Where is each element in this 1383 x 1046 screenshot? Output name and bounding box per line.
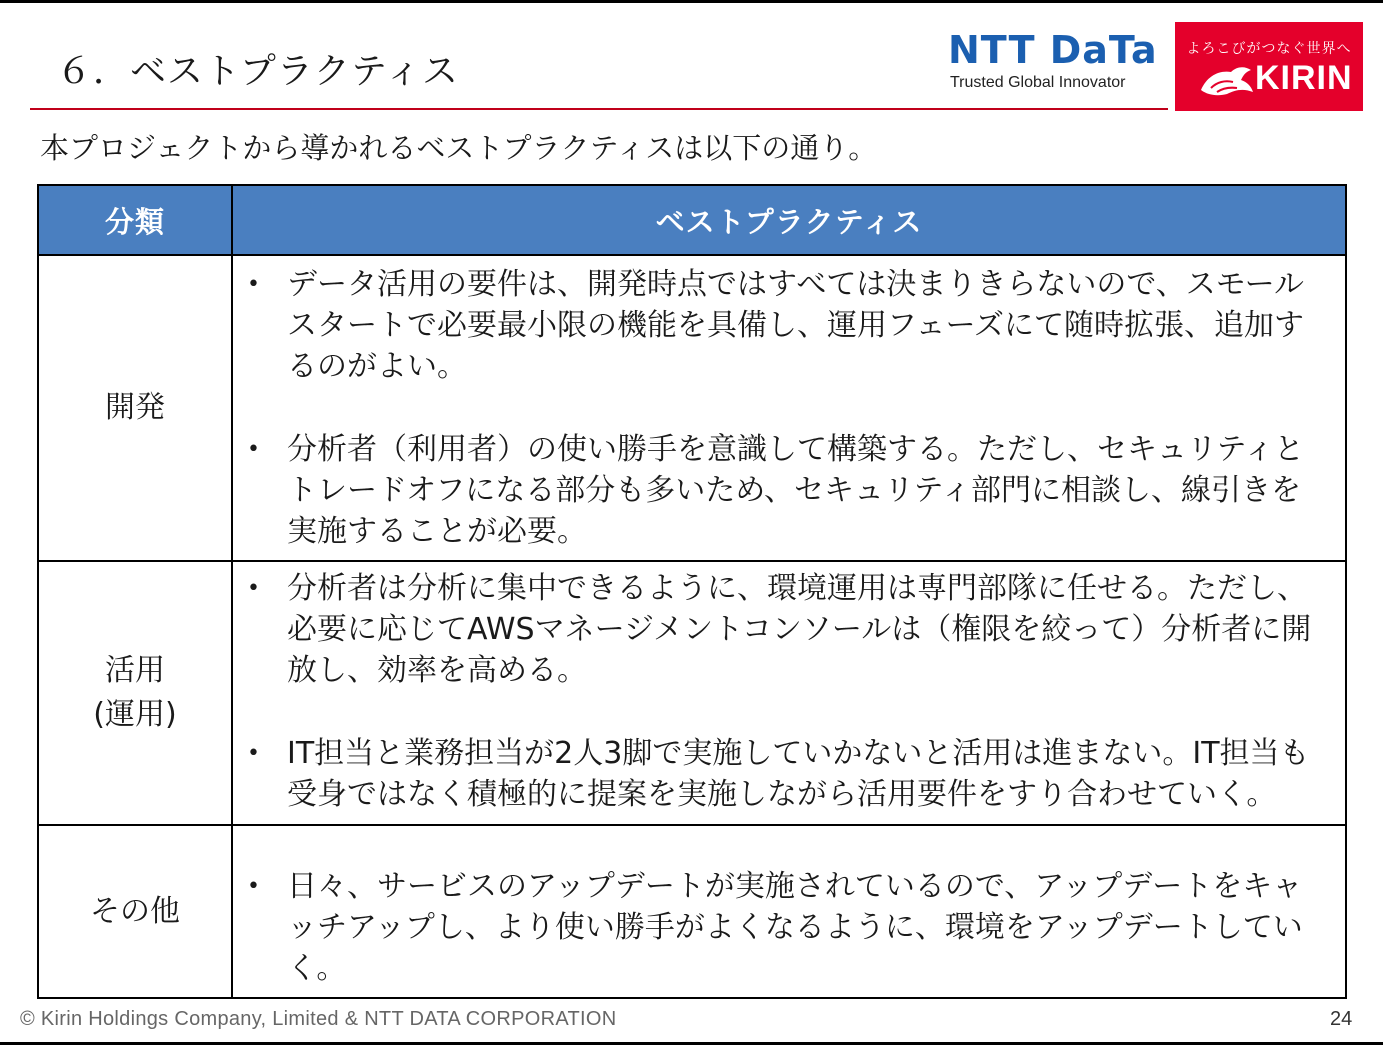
ntt-data-logo: [948, 30, 1168, 96]
header-category: 分類: [38, 185, 232, 255]
kirin-slogan: よろこびがつなぐ世界へ: [1186, 41, 1352, 57]
top-rule: [0, 0, 1383, 3]
category-development: 開発: [38, 255, 232, 561]
ntt-data-tagline: Trusted Global Innovator: [950, 74, 1126, 91]
kirin-emblem-icon: [1197, 62, 1255, 98]
page-title: ６．ベストプラクティス: [56, 51, 460, 92]
category-other: その他: [38, 825, 232, 998]
table-row: [38, 561, 1346, 825]
kirin-wordmark: KIRIN: [1255, 59, 1353, 97]
practice-cell: [232, 561, 1346, 825]
bullet-icon: •: [247, 576, 260, 601]
bottom-rule: [0, 1042, 1383, 1045]
header-practice: ベストプラクティス: [232, 185, 1346, 255]
practice-item: [247, 568, 1327, 691]
table-row: [38, 825, 1346, 998]
practice-item: [247, 264, 1327, 387]
practice-text: 日々、サービスのアップデートが実施されているので、アップデートをキャッチアップし、より使い勝手がよくなるように、環境をアップデートしていく。: [287, 869, 1303, 986]
footer-copyright: © Kirin Holdings Company, Limited & NTT DATA CORPORATION: [20, 1008, 617, 1030]
bullet-icon: •: [247, 874, 260, 899]
practice-item: [247, 429, 1327, 552]
practice-item: [247, 866, 1327, 989]
kirin-logo: [1175, 22, 1363, 111]
practice-item: [247, 733, 1327, 815]
best-practice-table: [37, 184, 1347, 999]
bullet-icon: •: [247, 272, 260, 297]
practice-cell: [232, 255, 1346, 561]
intro-text: 本プロジェクトから導かれるベストプラクティスは以下の通り。: [40, 131, 878, 165]
title-underline: [30, 108, 1168, 110]
page-number: 24: [1330, 1008, 1353, 1030]
practice-cell: [232, 825, 1346, 998]
category-operation-line2: (運用): [93, 697, 177, 732]
table-header-row: [38, 185, 1346, 255]
category-operation-line1: 活用: [105, 653, 165, 688]
table-row: [38, 255, 1346, 561]
bullet-icon: •: [247, 741, 260, 766]
ntt-data-wordmark: NTT DaTa: [948, 28, 1158, 72]
category-operation: [38, 561, 232, 825]
bullet-icon: •: [247, 437, 260, 462]
practice-text: 分析者（利用者）の使い勝手を意識して構築する。ただし、セキュリティとトレードオフになる部分も多いため、セキュリティ部門に相談し、線引きを実施することが必要。: [287, 432, 1304, 549]
practice-text: IT担当と業務担当が2人3脚で実施していかないと活用は進まない。IT担当も受身ではなく積極的に提案を実施しながら活用要件をすり合わせていく。: [287, 736, 1310, 812]
practice-text: データ活用の要件は、開発時点ではすべては決まりきらないので、スモールスタートで必要最小限の機能を具備し、運用フェーズにて随時拡張、追加するのがよい。: [287, 267, 1304, 384]
practice-text: 分析者は分析に集中できるように、環境運用は専門部隊に任せる。ただし、必要に応じてAWSマネージメントコンソールは（権限を絞って）分析者に開放し、効率を高める。: [287, 571, 1312, 688]
